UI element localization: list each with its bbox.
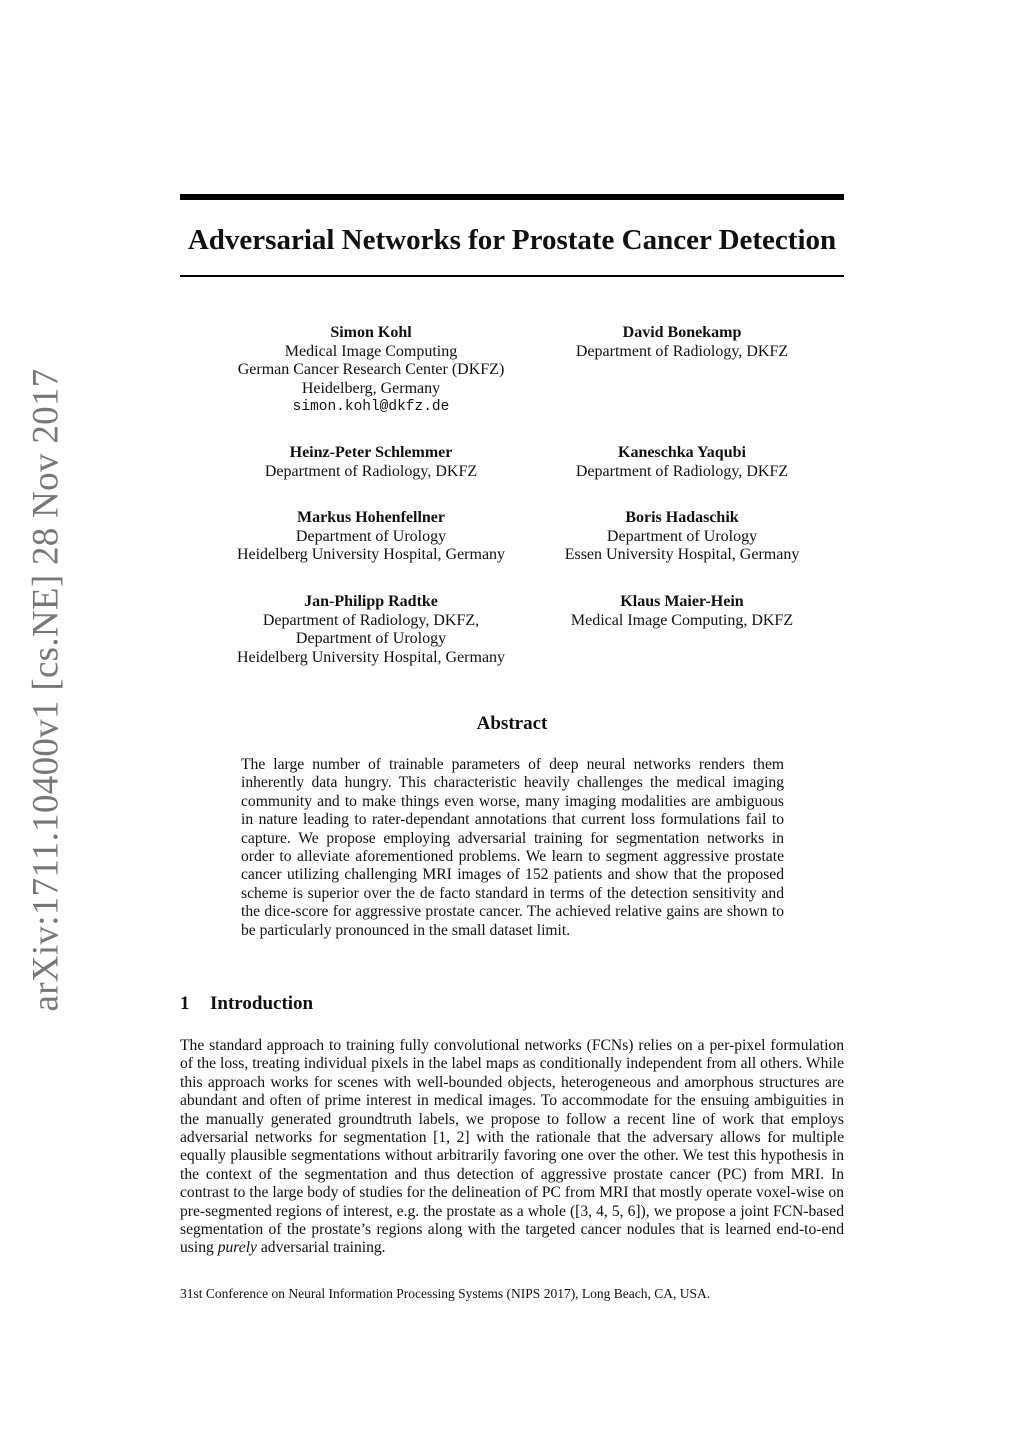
author-name: Jan-Philipp Radtke xyxy=(304,593,438,610)
author-name: Markus Hohenfellner xyxy=(297,509,445,526)
abstract-heading: Abstract xyxy=(476,713,548,734)
author-affiliation: Department of Urology xyxy=(606,527,758,545)
author-name: Heinz-Peter Schlemmer xyxy=(289,444,453,461)
author-affiliation: Medical Image Computing xyxy=(284,342,458,360)
author-affiliation: Department of Radiology, DKFZ, xyxy=(262,611,480,629)
author-affiliation: German Cancer Research Center (DKFZ) xyxy=(237,361,505,378)
author-affiliation: Department of Urology xyxy=(295,527,447,545)
author-affiliation: Heidelberg University Hospital, Germany xyxy=(236,648,506,666)
author-block xyxy=(211,444,531,481)
author-name: David Bonekamp xyxy=(622,324,742,341)
author-block xyxy=(211,509,531,565)
author-affiliation: Medical Image Computing, DKFZ xyxy=(570,611,794,629)
title-top-rule xyxy=(180,194,844,200)
paper-title: Adversarial Networks for Prostate Cancer Detection xyxy=(187,224,837,256)
author-affiliation: Heidelberg University Hospital, Germany xyxy=(236,546,506,563)
arxiv-identifier: arXiv:1711.10400v1 [cs.NE] 28 Nov 2017 xyxy=(25,368,67,1012)
introduction-text xyxy=(180,1037,844,1258)
author-block xyxy=(522,593,842,630)
author-name: Klaus Maier-Hein xyxy=(620,593,744,610)
author-name: Simon Kohl xyxy=(330,324,412,341)
title-bottom-rule xyxy=(180,275,844,277)
introduction-emphasis: purely xyxy=(217,1239,257,1257)
author-block xyxy=(512,444,852,481)
author-affiliation: Department of Radiology, DKFZ xyxy=(264,462,478,480)
author-affiliation: Heidelberg, Germany xyxy=(301,379,441,397)
author-affiliation: Department of Urology xyxy=(295,630,447,647)
author-name: Boris Hadaschik xyxy=(625,509,739,526)
introduction-text-end: adversarial training. xyxy=(256,1239,386,1257)
author-email[interactable]: simon.kohl@dkfz.de xyxy=(292,399,450,415)
section-heading-introduction xyxy=(180,993,313,1015)
author-block xyxy=(522,509,842,565)
author-affiliation: Department of Radiology, DKFZ xyxy=(575,342,789,360)
author-affiliation: Essen University Hospital, Germany xyxy=(564,546,800,563)
author-block xyxy=(211,593,531,667)
author-block xyxy=(532,324,832,361)
author-affiliation: Department of Radiology, DKFZ xyxy=(575,462,789,480)
section-title: Introduction xyxy=(210,993,314,1014)
author-block xyxy=(221,324,521,417)
abstract-text: The large number of trainable parameters of deep neural networks renders them inherently data hungry. This characteristic heavily challenges the medical imaging community and to make things even worse, many imaging modalities are ambiguous in nature leading to rater-dependant annotations that current loss formulations fail to capture. We propose employing adversarial training for segmentation networks in order to alleviate aforementioned problems. We learn to segment aggressive prostate cancer utilizing challenging MRI images of 152 patients and show that the proposed scheme is superior over the de facto standard in terms of the detection sensitivity and the dice-score for aggressive prostate cancer. The achieved relative gains are shown to be particularly pronounced in the small dataset limit. xyxy=(241,756,784,939)
author-name: Kaneschka Yaqubi xyxy=(618,444,746,461)
introduction-text-main: The standard approach to training fully convolutional networks (FCNs) relies on a per-pixel formulation of the loss, treating individual pixels in the label maps as conditionally independent from all others. While this approach works for scenes with well-bounded objects, heterogeneous and amorphous structures are abundant and often of prime interest in medical images. To accommodate for the ensuing ambiguities in the manually generated groundtruth labels, we propose to follow a recent line of work that employs adversarial networks for segmentation [1, 2] with the rationale that the adversary allows for multiple equally plausible segmentations without arbitrarily favoring one over the other. We test this hypothesis in the context of the segmentation and thus detection of aggressive prostate cancer (PC) from MRI. In contrast to the large body of studies for the delineation of PC from MRI that mostly operate voxel-wise on pre-segmented regions of interest, e.g. the prostate as a whole ([3, 4, 5, 6]), we propose a joint FCN-based segmentation of the prostate’s regions along with the targeted cancer nodules that is learned end-to-end using xyxy=(180,1037,844,1257)
section-number: 1 xyxy=(180,993,190,1014)
conference-footnote: 31st Conference on Neural Information Processing Systems (NIPS 2017), Long Beach, CA, USA. xyxy=(180,1286,711,1301)
